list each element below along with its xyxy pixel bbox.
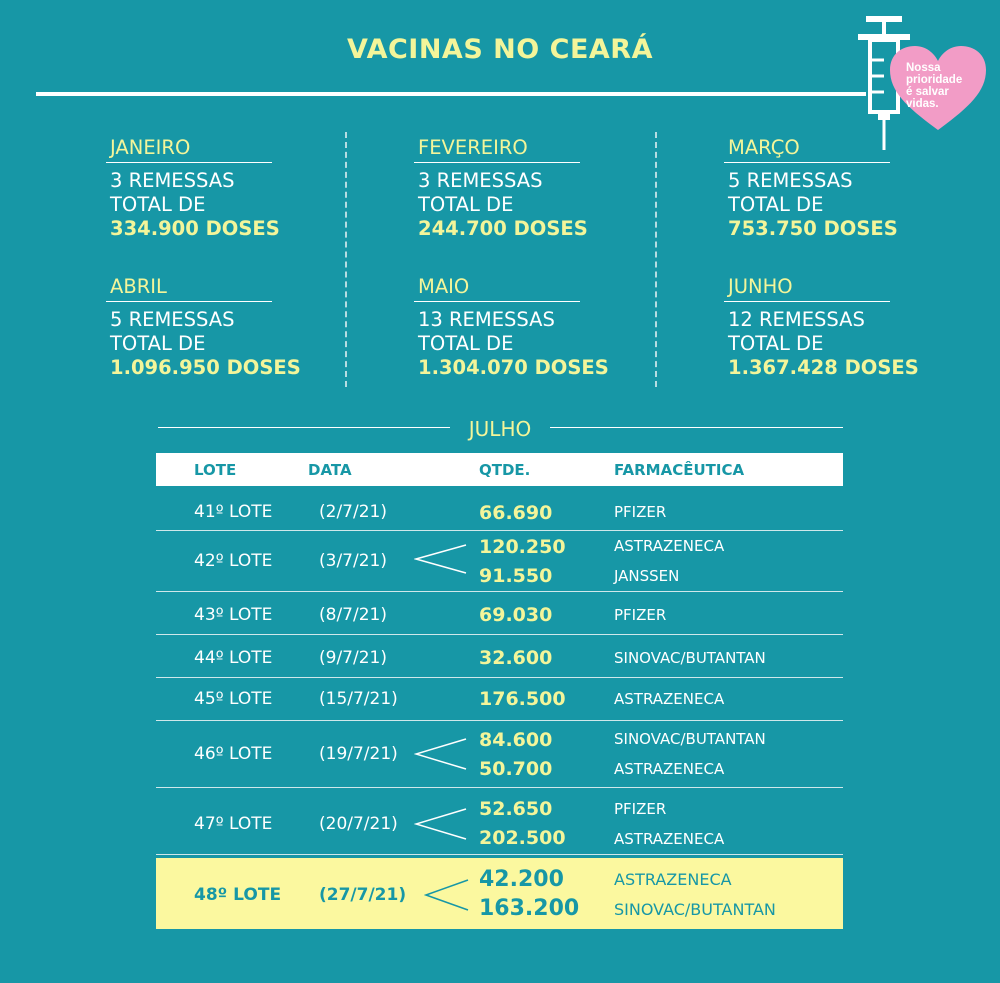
month-name: JUNHO [728, 275, 793, 298]
row-farm: PFIZER [614, 503, 667, 521]
row-lote: 48º LOTE [194, 885, 282, 905]
row-lote: 42º LOTE [194, 551, 273, 571]
month-total-doses: 1.096.950 DOSES [110, 356, 301, 379]
row-farm: ASTRAZENECA [614, 537, 725, 555]
month-name: JANEIRO [110, 136, 191, 159]
row-farm: PFIZER [614, 800, 667, 818]
row-data: (2/7/21) [319, 502, 387, 522]
badge-text [906, 62, 976, 110]
header-farmaceutica: FARMACÊUTICA [614, 461, 745, 479]
month-divider [414, 301, 580, 302]
row-qty: 50.700 [479, 758, 553, 780]
month-divider [414, 162, 580, 163]
row-farm: JANSSEN [614, 567, 680, 585]
month-block-abril [106, 275, 346, 380]
row-qty: 52.650 [479, 798, 553, 820]
table-row [156, 721, 843, 788]
row-farm: PFIZER [614, 606, 667, 624]
header-qtde: QTDE. [479, 461, 531, 479]
table-header [156, 453, 843, 486]
row-qty: 176.500 [479, 688, 566, 710]
month-remessas: 5 REMESSAS [728, 169, 853, 192]
month-remessas: 3 REMESSAS [110, 169, 235, 192]
month-divider [724, 162, 890, 163]
row-lote: 45º LOTE [194, 689, 273, 709]
month-total-doses: 753.750 DOSES [728, 217, 898, 240]
month-block-junho [724, 275, 964, 380]
month-total-label: TOTAL DE [110, 332, 206, 355]
brace-icon [414, 543, 468, 575]
row-qty: 91.550 [479, 565, 553, 587]
month-block-maio [414, 275, 654, 380]
month-remessas: 13 REMESSAS [418, 308, 555, 331]
row-farm: SINOVAC/BUTANTAN [614, 730, 766, 748]
header-lote: LOTE [194, 461, 237, 479]
row-data: (15/7/21) [319, 689, 398, 709]
row-lote: 44º LOTE [194, 648, 273, 668]
row-data: (19/7/21) [319, 744, 398, 764]
row-lote: 46º LOTE [194, 744, 273, 764]
table-row-highlighted [156, 858, 843, 929]
julho-label: JULHO [468, 417, 532, 441]
month-block-marco [724, 136, 964, 241]
month-total-label: TOTAL DE [110, 193, 206, 216]
month-total-doses: 1.367.428 DOSES [728, 356, 919, 379]
month-name: FEVEREIRO [418, 136, 528, 159]
month-total-label: TOTAL DE [728, 193, 824, 216]
month-total-label: TOTAL DE [418, 193, 514, 216]
month-remessas: 5 REMESSAS [110, 308, 235, 331]
table-row [156, 592, 843, 635]
table-row [156, 635, 843, 678]
brace-icon [424, 878, 470, 912]
row-qty: 84.600 [479, 729, 553, 751]
row-qty: 69.030 [479, 604, 553, 626]
row-data: (20/7/21) [319, 814, 398, 834]
table-row [156, 678, 843, 721]
month-block-janeiro [106, 136, 346, 241]
month-name: MAIO [418, 275, 470, 298]
month-total-label: TOTAL DE [418, 332, 514, 355]
badge-line: Nossa [906, 62, 941, 74]
column-divider [345, 132, 347, 387]
julho-rule-right [550, 427, 843, 428]
row-lote: 47º LOTE [194, 814, 273, 834]
row-farm: ASTRAZENECA [614, 690, 725, 708]
page-title: VACINAS NO CEARÁ [347, 34, 653, 65]
month-divider [724, 301, 890, 302]
column-divider [655, 132, 657, 387]
table-row [156, 488, 843, 531]
month-divider [106, 162, 272, 163]
title-divider [36, 92, 866, 96]
table-row [156, 531, 843, 592]
row-qty: 66.690 [479, 502, 553, 524]
month-name: MARÇO [728, 136, 800, 159]
badge-line: vidas. [906, 98, 939, 110]
month-total-doses: 1.304.070 DOSES [418, 356, 609, 379]
row-qty: 120.250 [479, 536, 566, 558]
month-total-label: TOTAL DE [728, 332, 824, 355]
month-total-doses: 244.700 DOSES [418, 217, 588, 240]
row-farm: SINOVAC/BUTANTAN [614, 649, 766, 667]
month-block-fevereiro [414, 136, 654, 241]
row-qty: 32.600 [479, 647, 553, 669]
row-data: (3/7/21) [319, 551, 387, 571]
badge-line: é salvar [906, 86, 949, 98]
row-farm: ASTRAZENECA [614, 830, 725, 848]
row-data: (27/7/21) [319, 885, 407, 905]
month-remessas: 3 REMESSAS [418, 169, 543, 192]
row-qty: 202.500 [479, 827, 566, 849]
julho-rule-left [158, 427, 450, 428]
table-row [156, 788, 843, 855]
row-lote: 41º LOTE [194, 502, 273, 522]
row-farm: SINOVAC/BUTANTAN [614, 900, 776, 919]
row-farm: ASTRAZENECA [614, 870, 732, 889]
month-name: ABRIL [110, 275, 167, 298]
brace-icon [414, 737, 468, 771]
row-data: (9/7/21) [319, 648, 387, 668]
month-total-doses: 334.900 DOSES [110, 217, 280, 240]
row-lote: 43º LOTE [194, 605, 273, 625]
month-divider [106, 301, 272, 302]
row-farm: ASTRAZENECA [614, 760, 725, 778]
brace-icon [414, 807, 468, 841]
row-qty: 42.200 [479, 867, 564, 892]
header-data: DATA [308, 461, 352, 479]
badge-line: prioridade [906, 74, 963, 86]
month-remessas: 12 REMESSAS [728, 308, 865, 331]
row-data: (8/7/21) [319, 605, 387, 625]
row-qty: 163.200 [479, 896, 580, 921]
